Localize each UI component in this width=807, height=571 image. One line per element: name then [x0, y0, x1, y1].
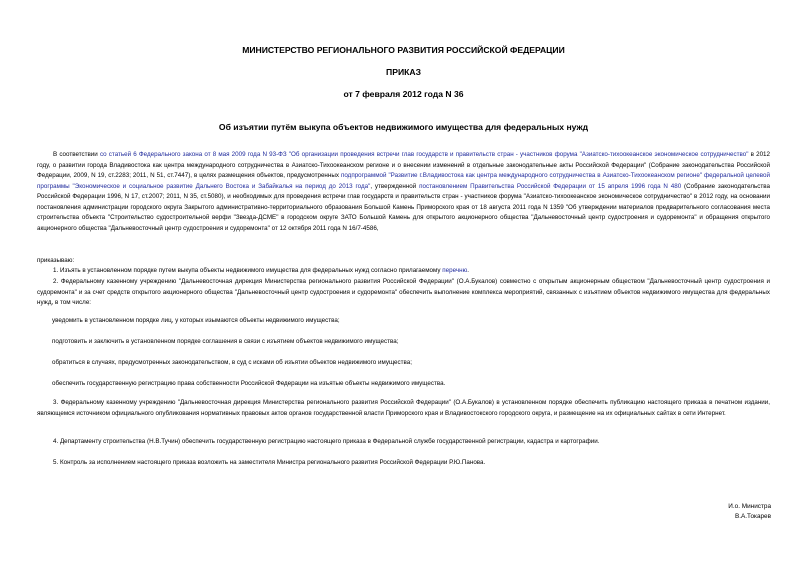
item-3: 3. Федеральному казенному учреждению "Дальневосточная дирекция Министерства регионального развития Российской Федерации" (О.А.Букалов) в установленном порядке обеспечить публикацию настоящего приказа в печатном издании, являющемся источником официального опубликования нормативных правовых актов органов государственной власти Приморского края и Владивостокского городского округа, и размещение на их официальных сайтах в сети Интернет. — [37, 399, 770, 417]
preamble-paragraph — [37, 150, 770, 234]
ministry-title: МИНИСТЕРСТВО РЕГИОНАЛЬНОГО РАЗВИТИЯ РОССИЙСКОЙ ФЕДЕРАЦИИ — [242, 45, 565, 55]
federal-law-link[interactable]: со статьей 6 Федерального закона от 8 мая 2009 года N 93-ФЗ "Об организации проведения встречи глав государств и правительств стран - участников форума "Азиатско-тихоокеанское экономическое сотрудничество" — [99, 151, 749, 158]
subprogram-link[interactable]: подпрограммой "Развитие г.Владивостока как центра международного сотрудничества в Азиатско-Тихоокеанском регионе" федеральной целевой программы "Экономическое и социальное развитие Дальнего Востока и Забайкалья на период до 2013 года" — [37, 172, 770, 190]
preamble-text-1: В соответствии — [53, 151, 100, 158]
item-4: 4. Департаменту строительства (Н.В.Тучин) обеспечить государственную регистрацию настоящего приказа в Федеральной службе государственной регистрации, кадастра и картографии. — [53, 438, 600, 445]
doc-date-number: от 7 февраля 2012 года N 36 — [343, 89, 464, 99]
item-1-end: . — [467, 267, 470, 274]
subitem-notify: уведомить в установленном порядке лиц, у которых изымаются объекты недвижимого имущества; — [52, 317, 340, 324]
preamble-text-2: в 2012 году, о развитии города Владивостока как центра международного сотрудничества в Азиатско-Тихоокеанском регионе и о внесении изменений в отдельные законодательные акты Российской Федерации" (Собрание законодательства Российской Федерации, 2009, N 19, ст.2283; 2011, N 51, ст.7447), в целях размещения объектов, предусмотренных — [37, 151, 770, 179]
subitem-agreements: подготовить и заключить в установленном порядке соглашения в связи с изъятием объектов недвижимого имущества; — [52, 338, 399, 345]
government-decree-link[interactable]: постановлением Правительства Российской Федерации от 15 апреля 1996 года N 480 — [419, 182, 682, 190]
doc-type: ПРИКАЗ — [386, 67, 421, 77]
order-word: приказываю: — [37, 257, 75, 264]
item-1 — [37, 266, 770, 277]
list-appendix-link[interactable]: перечню — [442, 267, 468, 274]
subitem-court: обратиться в случаях, предусмотренных законодательством, в суд с исками об изъятии объектов недвижимого имущества; — [52, 359, 412, 366]
subitem-registration: обеспечить государственную регистрацию права собственности Российской Федерации на изъятые объекты недвижимого имущества. — [52, 380, 446, 387]
preamble-text-3: , утвержденной — [370, 182, 420, 190]
item-1-text: 1. Изъять в установленном порядке путем выкупа объекты недвижимого имущества для федеральных нужд согласно прилагаемому — [53, 267, 443, 274]
preamble-text-4: (Собрание законодательства Российской Федерации 1996, N 17, ст.2007; 2011, N 35, ст.5080), и необходимых для проведения встречи глав государств и правительств стран - участников форума "Азиатско-тихоокеанское экономическое сотрудничество" в 2012 году, на основании постановления администрации городского округа Закрытого административно-территориального образования Большой Камень Приморского края от 18 августа 2011 года N 1359 "Об утверждении материалов предварительного согласования места строительства объекта "Строительство судостроительной верфи "Звезда-ДСМЕ" в городском округе ЗАТО Большой Камень для открытого акционерного общества "Дальневосточный центр судостроения и судоремонта" и обращения открытого акционерного общества "Дальневосточный центр судостроения и судоремонта" от 12 октября 2011 года N 16/7-4586, — [37, 182, 770, 232]
signature-name: В.А.Токарев — [734, 513, 771, 520]
signature-position: И.о. Министра — [728, 503, 771, 510]
doc-subject: Об изъятии путём выкупа объектов недвижимого имущества для федеральных нужд — [218, 122, 589, 132]
item-5: 5. Контроль за исполнением настоящего приказа возложить на заместителя Министра регионального развития Российской Федерации Р.Ю.Панова. — [53, 459, 486, 466]
item-2: 2. Федеральному казенному учреждению "Дальневосточная дирекция Министерства регионального развития Российской Федерации" (О.А.Букалов) совместно с открытым акционерным обществом "Дальневосточный центр судостроения и судоремонта" и за счет средств открытого акционерного общества "Дальневосточный центр судостроения и судоремонта" обеспечить выполнение комплекса мероприятий, связанных с изъятием объектов недвижимого имущества для федеральных нужд, в том числе: — [37, 278, 770, 306]
